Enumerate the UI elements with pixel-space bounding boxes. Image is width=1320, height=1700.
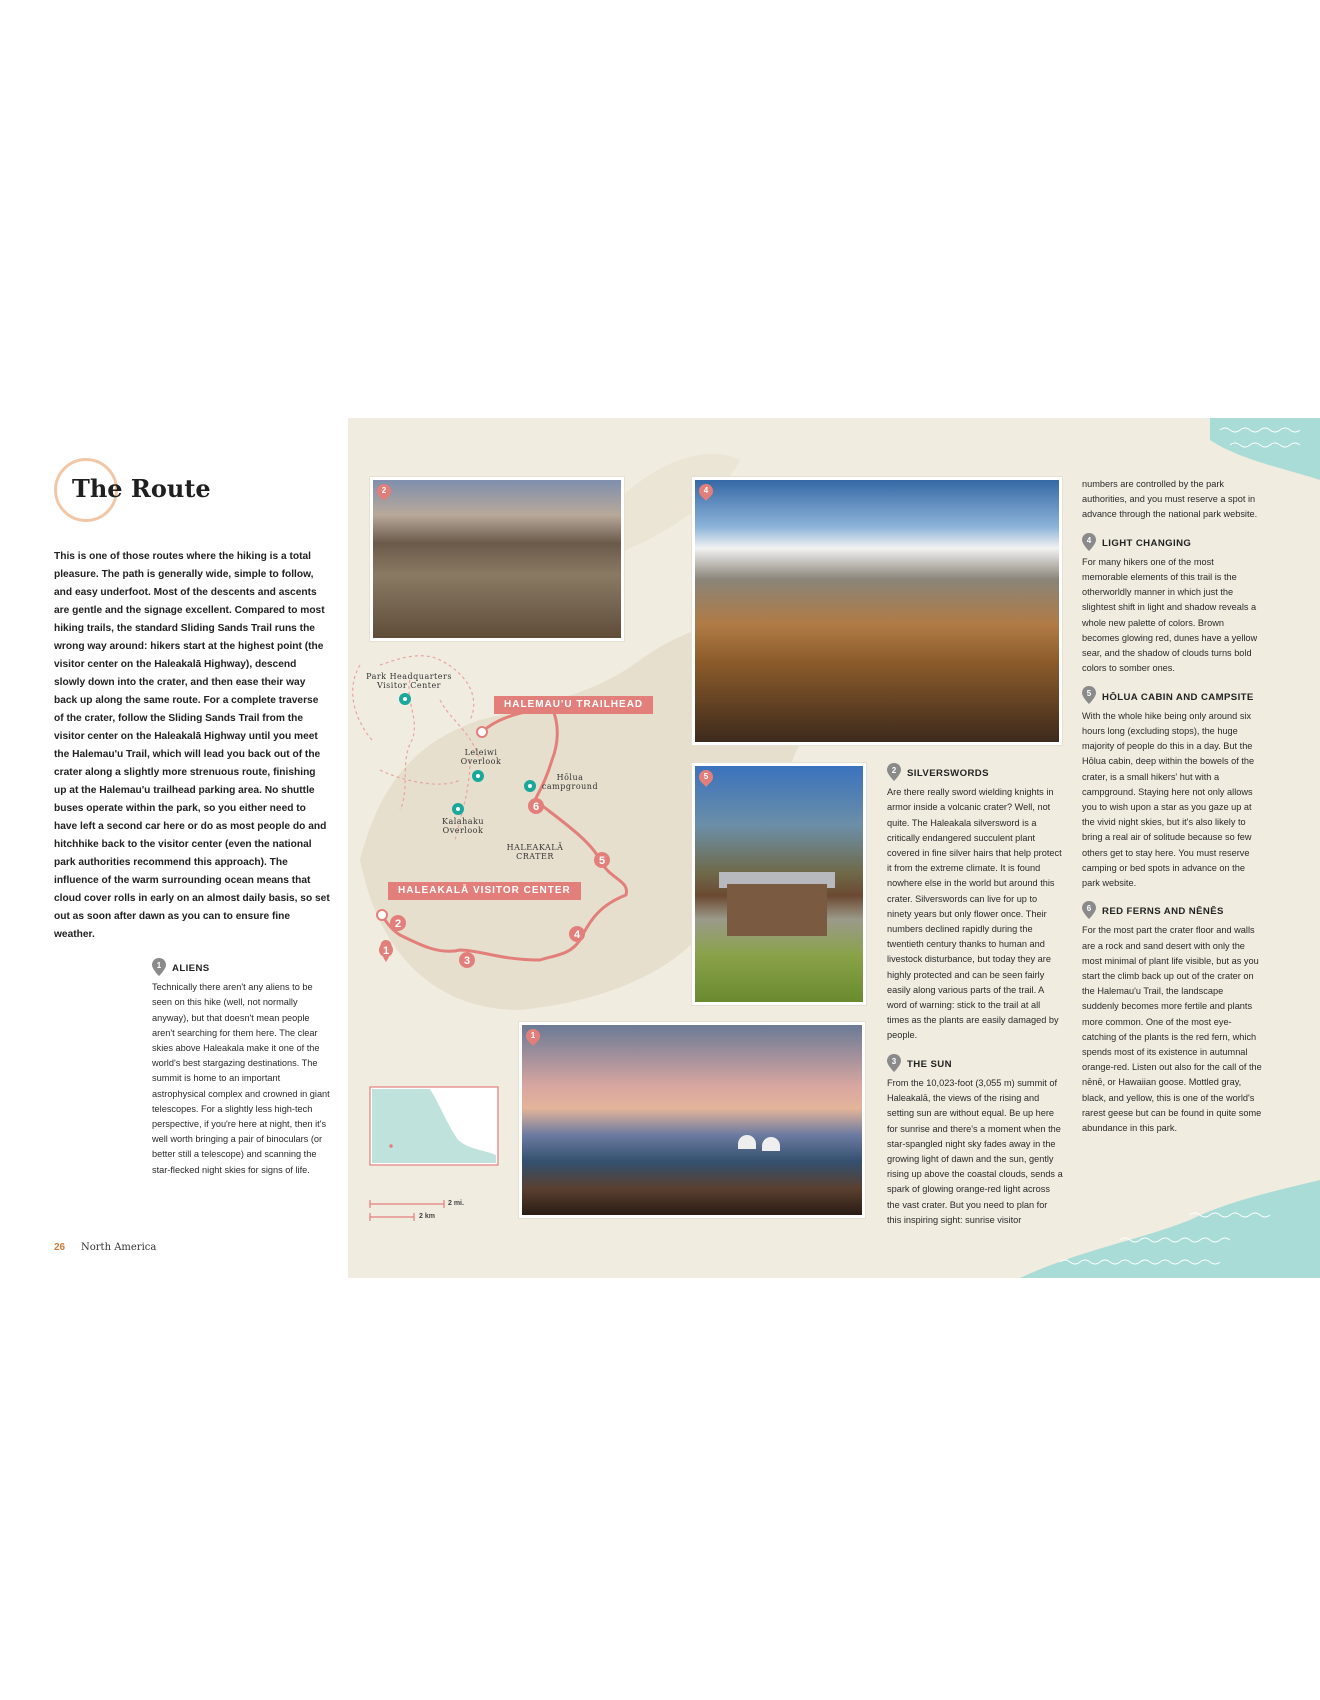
trailhead-point [477, 727, 487, 737]
route-marker-5 [594, 852, 610, 868]
svg-text:4: 4 [1086, 535, 1092, 545]
map-label-holua: Hōlua campground [541, 773, 599, 791]
feature-body: For the most part the crater floor and walls are a rock and sand desert with only the most minimal of plant life visible, but as you start the climb back up out of the crater on the Halemau'u Trail, the landscape suddenly becomes more fertile and plants more common. One of the most eye-catching of the plants is the red fern, which spends most of its existence in autumnal orange-red. Listen out also for the call of the nēnē, or Hawaiian goose. Mottled gray, black, and yellow, this is one of the world's rarest geese but can be found in quite some abundance in this park. [1082, 925, 1262, 1134]
wave-decoration-top [1210, 418, 1320, 480]
visitor-center-point [377, 910, 387, 920]
photo-marker-2: 2 [374, 481, 394, 501]
photo-marker-1: 1 [523, 1026, 543, 1046]
route-marker-2 [390, 915, 406, 931]
feature-light-changing [1082, 533, 1262, 677]
feature-title: RED FERNS AND NĒNĒS [1102, 906, 1224, 918]
scale-label-km: 2 km [419, 1213, 435, 1220]
feature-title: HŌLUA CABIN AND CAMPSITE [1102, 691, 1254, 703]
feature-title: LIGHT CHANGING [1102, 537, 1192, 549]
text-column-right [1082, 477, 1262, 1146]
svg-text:5: 5 [1086, 689, 1092, 699]
feature-body: From the 10,023-foot (3,055 m) summit of Haleakalā, the views of the rising and setting sun are without equal. Be up here for sunrise and there's a moment when the star-spangled night sky fades away in the growing light of dawn and the sun, gently rising up above the coastal clouds, sends a spark of glowing orange-red light across the vast crater. But you need to plan for this inspiring sight: sunrise visitor [887, 1077, 1063, 1225]
cabin-shape [727, 884, 827, 936]
svg-text:3: 3 [891, 1056, 897, 1066]
observatory-dome [738, 1135, 756, 1149]
banner-halemauu-trailhead: HALEMAU'U TRAILHEAD [494, 696, 653, 714]
feature-silverswords [887, 763, 1063, 1044]
svg-text:1: 1 [382, 945, 390, 957]
marker-pin-icon [1082, 686, 1096, 704]
intro-paragraph: This is one of those routes where the hiking is a total pleasure. The path is generally wide, simple to follow, and easy underfoot. Most of the descents and ascents are gentle and the signage excellent. Compared to most hiking trails, the standard Sliding Sands Trail runs the wrong way around: hikers start at the highest point (the visitor center on the Haleakalā Highway), descend slowly down into the crater, and then ease their way back up along the same route. For a complete traverse of the crater, follow the Sliding Sands Trail from the visitor center on the Haleakalā Highway until you meet the Halemau'u Trail, which will lead you back out of the crater along a slightly more strenuous route, finishing up at the Halemau'u trailhead parking area. No shuttle buses operate within the park, so you either need to have left a second car here or do as most people do and hitchhike back to the visitor center (even the national park authorities recommend this approach). The influence of the warm surrounding ocean means that cloud cover rolls in early on an almost daily basis, so set out as soon after dawn as you can to ensure fine weather. [54, 551, 330, 940]
marker-pin-icon [1082, 533, 1096, 551]
svg-text:6: 6 [1086, 904, 1092, 914]
svg-text:5: 5 [598, 855, 606, 867]
map-label-leleiwi: Leleiwi Overlook [460, 748, 502, 766]
svg-text:3: 3 [463, 955, 471, 967]
map-label-park-hq: Park Headquarters Visitor Center [366, 672, 452, 690]
marker-pin-icon [887, 763, 901, 781]
svg-text:2: 2 [891, 766, 897, 775]
photo-observatory [519, 1022, 865, 1218]
section-name: North America [81, 1242, 157, 1253]
page-title: The Route [72, 474, 211, 503]
photo-marker-5: 5 [696, 767, 716, 787]
banner-visitor-center: HALEAKALĀ VISITOR CENTER [388, 882, 581, 900]
feature-title: SILVERSWORDS [907, 768, 989, 780]
marker-pin-icon [1082, 901, 1096, 919]
feature-body: Technically there aren't any aliens to be seen on this hike (well, not normally anyway), but that doesn't mean people aren't searching for them here. The clear skies above Haleakala make it one of the world's best stargazing destinations. The summit is home to an important astrophysical complex and crowned in giant telescopes. For a slightly less high-tech perspective, if you're here at night, then it's well worth bringing a pair of binoculars (or better still a telescope) and scanning the star-flecked night skies for signs of life. [152, 982, 330, 1175]
text-column-middle [887, 763, 1063, 1238]
svg-text:6: 6 [532, 801, 540, 813]
feature-red-ferns [1082, 901, 1262, 1136]
svg-text:2: 2 [394, 918, 402, 930]
scale-label-mi: 2 mi. [448, 1200, 464, 1207]
photo-silverswords [370, 477, 624, 641]
feature-holua-cabin [1082, 686, 1262, 891]
map-label-crater: HALEAKALĀ CRATER [506, 843, 564, 861]
feature-body-continued: numbers are controlled by the park authorities, and you must reserve a spot in advance through the national park website. [1082, 479, 1258, 520]
feature-title: THE SUN [907, 1058, 952, 1070]
feature-body: For many hikers one of the most memorable elements of this trail is the otherworldly manner in which just the slightest shift in light and shadow reveals a whole new palette of colors. Brown becomes glowing red, dunes have a yellow sear, and the shadow of clouds turns bold colors to somber ones. [1082, 556, 1258, 674]
photo-crater-shadow [692, 477, 1062, 745]
feature-sun [887, 1054, 1063, 1228]
svg-text:4: 4 [573, 929, 581, 941]
route-marker-6 [528, 798, 544, 814]
marker-pin-icon [887, 1054, 901, 1072]
photo-marker-4: 4 [696, 481, 716, 501]
wave-decoration-bottom [1020, 1180, 1320, 1278]
route-marker-3 [459, 952, 475, 968]
page-number: 26 [54, 1242, 66, 1253]
feature-title: ALIENS [172, 963, 210, 975]
route-marker-1 [379, 940, 393, 962]
feature-body: Are there really sword wielding knights in armor inside a volcanic crater? Well, not quite. The Haleakala silversword is a critically endangered succulent plant covered in fine silver hairs that help protect it from the extreme climate. It is found nowhere else in the world but around this crater. Silverswords can live for up to ninety years but only flower once. Their numbers declined rapidly during the twentieth century thanks to human and livestock disturbance, but today they are highly protected and can be seen fairly easily along various parts of the trail. A word of warning: stick to the trail at all times as the plants are easily damaged by people. [887, 787, 1062, 1041]
svg-text:1: 1 [156, 961, 162, 970]
observatory-dome [762, 1137, 780, 1151]
photo-holua-cabin [692, 763, 866, 1005]
feature-body: With the whole hike being only around six hours long (excluding stops), the huge majority of people do this in a day. But the Hōlua cabin, deep within the bowels of the crater, is a small hikers' hut with a campground. Staying here not only allows you to wish upon a star as you gaze up at the vivid night skies, but it's also likely to bring a real air of solitude because so few others get to stay here. You must reserve camping or bed spots in advance on the park website. [1082, 710, 1255, 888]
map-label-kalahaku: Kalahaku Overlook [442, 817, 484, 835]
route-marker-4 [569, 926, 585, 942]
inset-locator-map [370, 1087, 498, 1165]
